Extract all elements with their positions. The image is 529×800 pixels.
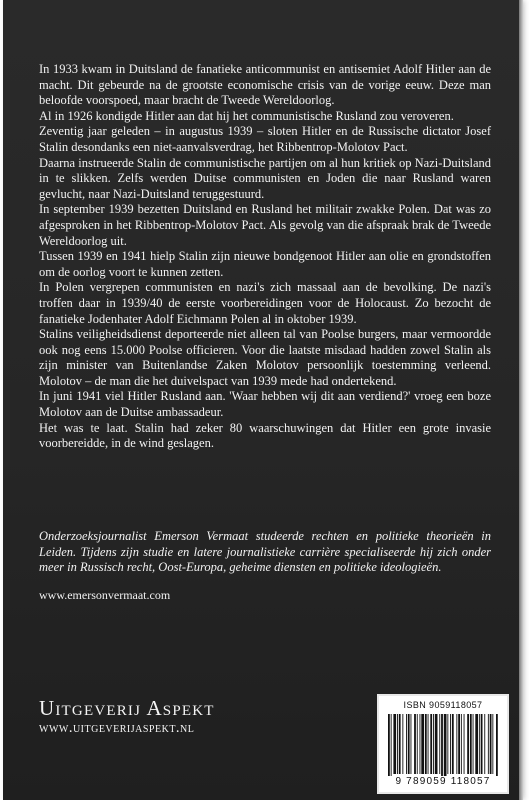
barcode-bar <box>430 714 432 774</box>
barcode-bar <box>458 714 460 774</box>
barcode-bar <box>473 714 474 774</box>
barcode-bar <box>450 714 451 774</box>
barcode-bar <box>435 714 438 774</box>
barcode-bar <box>388 714 390 780</box>
barcode-bar <box>461 714 462 774</box>
barcode-image <box>387 714 499 780</box>
blurb-paragraph: Daarna instrueerde Stalin de communistische partijen om al hun kritiek op Nazi-Duitsland in te slikken. Zelfs werden Duitse communisten en Joden die naar Rusland waren gevlucht, naar Nazi-Duitsland teruggestuurd. <box>39 155 491 201</box>
publisher-logo <box>39 696 215 737</box>
barcode-bar <box>406 714 407 774</box>
ean-number: 9 789059 118057 <box>381 776 505 787</box>
isbn-barcode-box <box>377 694 509 794</box>
barcode-bar <box>496 714 498 780</box>
barcode-bar <box>439 714 440 774</box>
barcode-bar <box>441 714 443 780</box>
barcode-bar <box>481 714 483 774</box>
blurb-paragraph: In juni 1941 viel Hitler Rusland aan. 'Waar hebben wij dit aan verdiend?' vroeg een boze Molotov aan de Duitse ambassadeur. <box>39 389 491 420</box>
barcode-bar <box>393 714 396 774</box>
blurb-paragraph: In september 1939 bezetten Duitsland en Rusland het militair zwakke Polen. Dat was zo afgesproken in het Ribbentrop-Molotov Pact. Als gevolg van die afspraak brak de Tweede Wereldoorlog uit. <box>39 202 491 248</box>
author-bio: Onderzoeksjournalist Emerson Vermaat studeerde rechten en politieke theorieën in Leiden. Tijdens zijn studie en latere journalistieke carrière specialiseerde hij zich onder meer in Russisch recht, Oost-Europa, geheime diensten en politieke ideologieën. <box>39 529 491 575</box>
barcode-bar <box>479 714 480 774</box>
barcode-bar <box>420 714 421 774</box>
barcode-bar <box>470 714 472 774</box>
barcode-bar <box>414 714 416 774</box>
blurb-paragraph: Al in 1926 kondigde Hitler aan dat hij het communistische Rusland zou veroveren. <box>39 108 454 123</box>
barcode-bar <box>397 714 398 774</box>
barcode-bar <box>490 714 492 774</box>
barcode-bar <box>428 714 429 774</box>
blurb-paragraph: In 1933 kwam in Duitsland de fanatieke anticommunist en antisemiet Adolf Hitler aan de macht. Dit gebeurde na de grootste economische crisis van de vorige eeuw. Deze man beloofde voorspoed, maar bracht de Tweede Wereldoorlog. <box>39 62 491 108</box>
barcode-bar <box>444 714 447 780</box>
barcode-bar <box>456 714 457 774</box>
book-back-cover <box>3 0 519 800</box>
blurb-paragraph: In Polen vergrepen communisten en nazi's zich massaal aan de bevolking. De nazi's troffen daar in 1939/40 de eerste voorbereidingen voor de Holocaust. Zo bezocht de fanatieke Jodenhater Adolf Eichmann Polen al in oktober 1939. <box>39 280 491 326</box>
barcode-bar <box>492 714 493 774</box>
isbn-label: ISBN 9059118057 <box>403 700 483 710</box>
barcode-bar <box>475 714 478 774</box>
barcode-bar <box>464 714 465 774</box>
publisher-url: www.uitgeverijaspekt.nl <box>39 720 195 736</box>
barcode-bar <box>421 714 424 774</box>
barcode-bar <box>484 714 485 774</box>
barcode-bar <box>402 714 403 774</box>
barcode-bar <box>417 714 418 774</box>
barcode-bar <box>467 714 469 774</box>
publisher-name: Uitgeverij Aspekt <box>39 696 215 720</box>
blurb-paragraph: Het was te laat. Stalin had zeker 80 waarschuwingen dat Hitler een grote invasie voorbereidde, in de wind geslagen. <box>39 420 491 451</box>
barcode-bar <box>391 714 392 780</box>
barcode-bar <box>425 714 427 774</box>
barcode-bar <box>408 714 410 774</box>
barcode-bar <box>399 714 401 774</box>
blurb-paragraph: Tussen 1939 en 1941 hielp Stalin zijn nieuwe bondgenoot Hitler aan olie en grondstoffen om de oorlog voort te kunnen zetten. <box>39 249 491 279</box>
barcode-bar <box>433 714 434 774</box>
barcode-bar <box>452 714 454 774</box>
barcode-bar <box>488 714 489 774</box>
barcode-bar <box>447 714 448 774</box>
author-website: www.emersonvermaat.com <box>39 588 171 602</box>
barcode-bar <box>411 714 412 774</box>
blurb-paragraph: Stalins veiligheidsdienst deporteerde niet alleen tal van Poolse burgers, maar vermoordde ook nog eens 15.000 Poolse officieren. Voor die laatste misdaad hadden zowel Stalin als zijn minister van Buitenlandse Zaken Molotov persoonlijk toestemming verleend. Molotov – de man die het duivelspact van 1939 mede had ondertekend. <box>39 327 491 388</box>
blurb-text <box>39 62 491 452</box>
blurb-paragraph: Zeventig jaar geleden – in augustus 1939 – sloten Hitler en de Russische dictator Josef Stalin desondanks een niet-aanvalsverdrag, het Ribbentrop-Molotov Pact. <box>39 124 491 154</box>
